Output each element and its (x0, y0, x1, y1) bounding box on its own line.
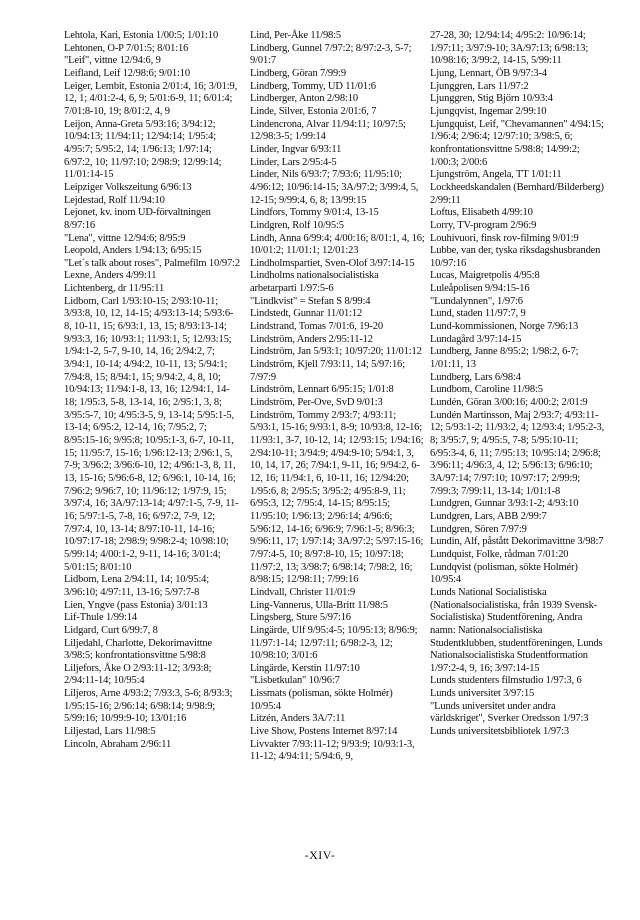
index-entry: Lidbom, Lena 2/94:11, 14; 10/95:4; 3/96:10; 4/97:11, 13-16; 5/97:7-8 (64, 574, 209, 598)
index-entry: Lind, Per-Åke 11/98:5 (250, 30, 342, 41)
index-entry: Lindfors, Tommy 9/01:4, 13-15 (250, 207, 379, 219)
index-entry: Lindencrona, Alvar 11/94:11; 10/97:5; 12/98:3-5; 1/99:14 (250, 118, 406, 143)
index-entry: "Let´s talk about roses", Palmefilm 10/97:2 (64, 257, 240, 269)
index-entry: Linder, Ingvar 6/93:11 (250, 143, 342, 155)
index-entry: Live Show, Postens Internet 8/97:14 (250, 726, 398, 738)
index-entry: Lien, Yngve (pass Estonia) 3/01:13 (64, 599, 208, 611)
index-entry: Lingärde, Kerstin 11/97:10 (250, 662, 360, 674)
index-column-1 (64, 30, 240, 751)
index-entry: Leipziger Volkszeitung 6/96:13 (64, 181, 192, 193)
index-entry: Lindstrand, Tomas 7/01:6, 19-20 (250, 321, 383, 333)
index-entry: 27-28, 30; 12/94:14; 4/95:2: 10/96:14; 1/97:11; 3/97:9-10; 3A/97:13; 6/98:13; 10/98:16; 3/99:2, 14-15, 5/99:11 (430, 30, 589, 67)
index-column-2 (250, 30, 426, 764)
index-entry: Ling-Vannerus, Ulla-Britt 11/98:5 (250, 599, 388, 611)
index-entry: Leiger, Lembit, Estonia 2/01:4, 16; 3/01:9, 12, 1; 4/01:2-4, 6, 9; 5/01:6-9, 11; 6/01:4; 7/01:8-10, 19; 8/01:2, 4, 9 (64, 80, 238, 117)
index-entry: Lundgren, Gunnar 3/93:1-2; 4/93:10 (430, 498, 579, 510)
index-entry: Lucas, Maigretpolis 4/95:8 (430, 270, 540, 282)
index-entry: Lindstedt, Gunnar 11/01:12 (250, 308, 363, 320)
index-entry: Lehtonen, O-P 7/01:5; 8/01:16 (64, 42, 189, 54)
index-entry: Lindberg, Gunnel 7/97:2; 8/97:2-3, 5-7; 9/01:7 (250, 42, 412, 67)
index-entry: Loftus, Elisabeth 4/99:10 (430, 207, 533, 219)
index-entry: Lingsberg, Sture 5/97:16 (250, 612, 351, 624)
index-entry: Lunds National Socialistiska (Nationalsocialistiska, från 1939 Svensk-Socialistiska) Studentförening, Andra namn: Nationalsocialistiska Studentklubben, studentföreningen, Lunds Nationalsocialistiska Studentformation 1/97:2-4, 9, 16; 3/97:14-15 (430, 586, 603, 674)
index-entry: Linder, Nils 6/93:7; 7/93:6; 11/95:10; 4/96:12; 10/96:14-15; 3A/97:2; 3/99:4, 5, 12-15; 9/99:4, 6, 8; 13/99:15 (250, 169, 419, 206)
index-entry: "Lisbetkulan" 10/96:7 (250, 675, 340, 687)
index-entry: Lissmats (polisman, sökte Holmér) 10/95:4 (250, 688, 393, 712)
index-entry: Ljungqvist, Ingemar 2/99:10 (430, 105, 547, 117)
index-entry: Lingärde, Ulf 9/95:4-5; 10/95:13; 8/96:9; 11/97:1-14; 12/97:11; 6/98:2-3, 12; 10/98:10; 3/01:6 (250, 624, 418, 662)
index-entry: "Lundalynnen", 1/97:6 (430, 295, 523, 307)
index-entry: Leopold, Anders 1/94:13; 6/95:15 (64, 245, 202, 257)
index-entry: Lindström, Kjell 7/93:11, 14; 5/97:16; 7/97:9 (250, 359, 405, 383)
index-entry: Lexne, Anders 4/99:11 (64, 270, 157, 282)
index-entry: Lindström, Lennart 6/95:15; 1/01:8 (250, 384, 394, 396)
index-entry: Lorry, TV-program 2/96:9 (430, 219, 537, 231)
index-entry: Lundberg, Lars 6/98:4 (430, 371, 521, 383)
index-entry: Lejdestad, Rolf 11/94:10 (64, 194, 165, 206)
index-entry: Lindh, Anna 6/99:4; 4/00:16; 8/01:1, 4, 16; 10/01:2; 11/01:1; 12/01:23 (250, 232, 425, 257)
index-entry: Lockheedskandalen (Bernhard/Bilderberg) 2/99:11 (430, 181, 604, 206)
index-entry: Lundqvist (polisman, sökte Holmér) 10/95:4 (430, 561, 578, 586)
index-entry: Lunds studenters filmstudio 1/97:3, 6 (430, 675, 582, 687)
index-entry: "Lunds universitet under andra världskriget", Sverker Oredsson 1/97:3 (430, 700, 589, 725)
index-entry: "Lindkvist" = Stefan S 8/99:4 (250, 295, 371, 307)
index-entry: Lindholms nationalsocialistiska arbetarparti 1/97:5-6 (250, 270, 379, 295)
index-entry: Lunds universitetsbibliotek 1/97:3 (430, 726, 569, 738)
index-entry: Lundin, Alf, påstått Dekorimavittne 3/98:7 (430, 536, 604, 548)
index-entry: Lindholmspartiet, Sven-Olof 3/97:14-15 (250, 257, 415, 269)
index-entry: Linde, Silver, Estonia 2/01:6, 7 (250, 105, 377, 117)
index-entry: Liljestad, Lars 11/98:5 (64, 726, 156, 738)
index-entry: Lindvall, Christer 11/01:9 (250, 586, 356, 598)
index-entry: Ljunggren, Stig Björn 10/93:4 (430, 93, 553, 105)
page-number: -XIV- (304, 848, 336, 862)
index-entry: Leifland, Leif 12/98:6; 9/01:10 (64, 67, 190, 79)
index-entry: Lundbom, Caroline 11/98:5 (430, 384, 543, 396)
index-entry: Lindström, Jan 5/93:1; 10/97:20; 11/01:12 (250, 346, 422, 358)
index-entry: "Lena", vittne 12/94:6; 8/95:9 (64, 232, 186, 244)
index-entry: "Leif", vittne 12/94:6, 9 (64, 55, 161, 67)
index-entry: Lundgren, Sören 7/97:9 (430, 523, 527, 535)
index-entry: Ljungström, Angela, TT 1/01:11 (430, 169, 562, 181)
index-entry: Lidgard, Curt 6/99:7, 8 (64, 624, 158, 636)
index-entry: Lindberger, Anton 2/98:10 (250, 93, 358, 105)
index-entry: Lichtenberg, dr 11/95:11 (64, 283, 165, 295)
index-entry: Lindström, Tommy 2/93:7; 4/93:11; 5/93:1, 15-16; 9/93:1, 8-9; 10/93:8, 12-16; 11/93:1, 3-7, 10-12, 14; 12/93:15; 1/94:16; 2/94:10-11; 3/94:9; 4/94:9-10; 5/94:1, 3, 10, 14, 17, 26; 7/94:1, 9-11, 16; 9/94:2, 6-12, 16; 11/94:1, 6, 10-11, 16; 12/94:20; 1/95:6, 8; 2/95:5; 3/95:2; 4/95:8-9, 11; 6/95:3, 12; 7/95:4, 14-15; 8/95:15; 11/95:10; 1/96:13; 2/96:14; 4/96:6; 5/96:12, 14-16; 6/96:9; 7/96:1-5; 8/96:3; 9/96:11, 17; 1/97:14; 3A/97:2; 5/97:15-16; 7/97:4-5, 10; 8/97:8-10, 15; 10/97:18; 11/97:2, 13; 3/98:7; 6/98:14; 7/98:2, 16; 8/98:15; 12/98:11; 7/99:16 (250, 409, 424, 586)
index-entry: Ljung, Lennart, ÖB 9/97:3-4 (430, 67, 547, 79)
index-entry: Lindgren, Rolf 10/95:5 (250, 219, 344, 231)
index-entry: Lincoln, Abraham 2/96:11 (64, 738, 172, 750)
index-entry: Lundagård 3/97:14-15 (430, 333, 522, 345)
index-entry: Lindberg, Göran 7/99:9 (250, 67, 346, 79)
index-entry: Louhivuori, finsk rov-filming 9/01:9 (430, 232, 579, 244)
index-entry: Liljedahl, Charlotte, Dekorimavittne 3/98:5; konfrontationsvittne 5/98:8 (64, 637, 212, 662)
index-entry: Lindström, Anders 2/95:11-12 (250, 333, 373, 345)
index-column-3 (430, 30, 606, 739)
index-entry: Linder, Lars 2/95:4-5 (250, 156, 337, 168)
index-entry: Liljeros, Arne 4/93:2; 7/93:3, 5-6; 8/93:3; 1/95:15-16; 2/96:14; 6/98:14; 9/98:9; 5/99:16; 10/99:9-10; 13/01:16 (64, 688, 233, 725)
index-entry: Lubbe, van der, tyska riksdagshusbranden 10/97:16 (430, 245, 601, 269)
index-entry: Lund-kommissionen, Norge 7/96:13 (430, 321, 579, 333)
index-entry: Lindberg, Tommy, UD 11/01:6 (250, 80, 376, 92)
index-entry: Lunds universitet 3/97:15 (430, 688, 535, 700)
index-entry: Luleåpolisen 9/94:15-16 (430, 283, 530, 295)
index-entry: Lif-Thule 1/99:14 (64, 612, 137, 624)
index-entry: Litzén, Anders 3A/7:11 (250, 713, 346, 725)
index-entry: Liljefors, Åke O 2/93:11-12; 3/93:8; 2/94:11-14; 10/95:4 (64, 662, 212, 687)
index-entry: Lindström, Per-Ove, SvD 9/01:3 (250, 397, 383, 409)
index-entry: Ljungquist, Leif, "Chevamannen" 4/94:15; 1/96:4; 2/96:4; 12/97:10; 3/98:5, 6; konfrontationsvittne 5/98:8; 14/99:2; 1/00:3; 2/00:6 (430, 118, 604, 168)
index-entry: Lidbom, Carl 1/93:10-15; 2/93:10-11; 3/93:8, 10, 12, 14-15; 4/93:13-14; 5/93:6-8, 10-11, 15; 6/93:1, 13, 15; 8/93:13-14; 9/93:3, 16; 10/93:1; 11/93:1, 5; 12/93:15; 1/94:1-2, 5-7, 9-10, 14, 16; 2/94:2, 7; 3/94:1, 10-14; 4/94:2, 10-11, 13; 5/94:1; 7/94:8, 15; 8/94:1, 15; 9/94:2, 4, 8, 10; 10/94:13; 11/94:1-8, 13, 16; 12/94:1, 14-18; 1/95:3, 5-8, 13-14, 16; 2/95:1, 3, 8; 3/95:5-7, 10; 4/95:3-5, 9, 13-14; 5/95:1-5, 13-14; 6/95:2, 12-14, 16; 7/95:2, 7; 8/95:15-16; 9/95:8; 10/95:1-3, 6-7, 10-11, 15; 11/95:7, 15-16; 1/96:12-13; 2/96:1, 5, 7-9; 3/96:2; 3/96:6-10, 12; 4/96:1-3, 8, 11, 13, 15-16; 5/96:6-8, 12; 6/96:1, 10-14, 16; 7/96:2; 9/96:7, 10; 11/96:12; 1/97:9, 15; 3/97:4, 16; 3A/97:13-14; 4/97:1-5, 7-9, 11-16; 5/97:1-5, 7-8, 16; 6/97:2, 7-9, 12; 7/97:4, 10, 13-14; 8/97:10-11, 14-16; 10/97:17-18; 2/98:9; 9/98:2-4; 10/98:10; 5/99:14; 4/00:1-2, 9-11, 14-16; 3/01:4; 5/01:15; 8/01:10 (64, 295, 239, 573)
index-entry: Livvakter 7/93:11-12; 9/93:9; 10/93:1-3, 11-12; 4/94:11; 5/94:6, 9, (250, 738, 415, 763)
index-entry: Lejonet, kv. inom UD-förvaltningen 8/97:16 (64, 207, 211, 231)
index-entry: Lundgren, Lars, ABB 2/99:7 (430, 510, 547, 522)
index-entry: Lundén, Göran 3/00:16; 4/00:2; 2/01:9 (430, 397, 588, 409)
index-entry: Lundén Martinsson, Maj 2/93:7; 4/93:11-12; 5/93:1-2; 11/93:2, 4; 12/93:4; 1/95:2-3, 8; 3/95:7, 9; 4/95:5, 7-8; 5/95:10-11; 6/95:3-4, 6, 11; 7/95:13; 10/95:14; 2/96:8; 3/96:11; 4/96:3, 4, 12; 5/96:13; 6/96:10; 3A/97:14; 7/97:10; 10/97:17; 2/99:9; 7/99:3; 7/99:11, 13-14; 1/01:1-8 (430, 409, 605, 497)
index-entry: Lundberg, Janne 8/95:2; 1/98:2, 6-7; 1/01:11, 13 (430, 346, 579, 371)
index-entry: Leijon, Anna-Greta 5/93:16; 3/94:12; 10/94:13; 11/94:11; 12/94:14; 1/95:4; 4/95:7; 5/95:2, 14; 1/96:13; 1/97:14; 6/97:2, 10; 11/97:10; 2/98:9; 12/99:14; 11/01:14-15 (64, 118, 222, 181)
index-entry: Ljunggren, Lars 11/97:2 (430, 80, 529, 92)
index-entry: Lehtola, Kari, Estonia 1/00:5; 1/01:10 (64, 30, 219, 41)
index-entry: Lund, staden 11/97:7, 9 (430, 308, 526, 320)
index-entry: Lundquist, Folke, rådman 7/01:20 (430, 548, 569, 560)
